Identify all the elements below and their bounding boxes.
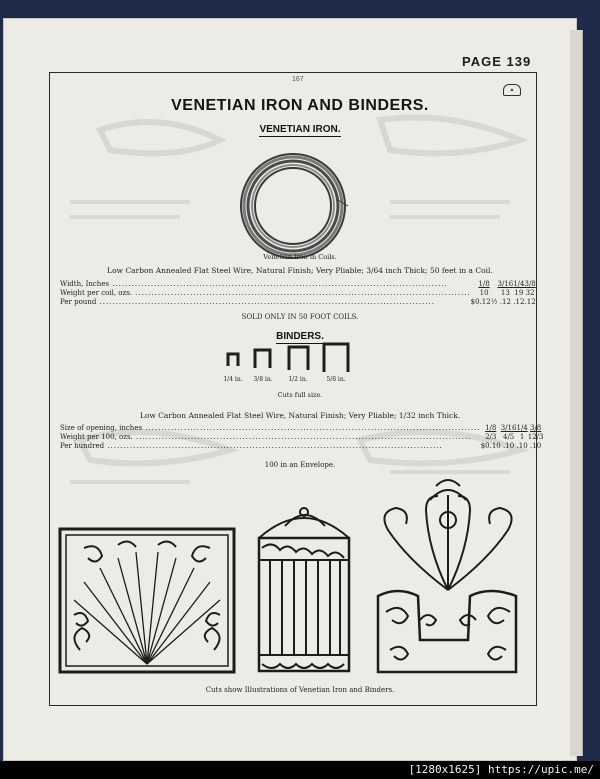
- cell: 3/16: [500, 424, 517, 432]
- cell: 3/8: [529, 424, 542, 432]
- cell: 12/3: [527, 433, 544, 441]
- cell: 2/3: [485, 433, 497, 441]
- venetian-iron-description: Low Carbon Annealed Flat Steel Wire, Natural Finish; Very Pliable; 3/64 inch Thick; 50 feet in a Coil.: [107, 266, 493, 275]
- cell: .12: [513, 298, 525, 306]
- cell: 1: [519, 433, 525, 441]
- row-label: Weight per coil, ozs. .....: [60, 289, 471, 298]
- image-host-url[interactable]: [1280x1625] https://upic.me/: [408, 763, 594, 776]
- venetian-iron-heading-text: VENETIAN IRON.: [259, 124, 341, 135]
- cell: 4/5: [502, 433, 515, 441]
- row-label: Size of opening, inches .....: [60, 424, 481, 433]
- cell: $0.10: [480, 442, 501, 450]
- cell: .12: [524, 298, 536, 306]
- cell: 10: [479, 289, 489, 297]
- binder-size-label: 1/4 in.: [223, 376, 243, 383]
- cell: 1/8: [485, 424, 497, 432]
- cell: 19: [514, 289, 524, 297]
- cell: $0.12½: [470, 298, 498, 306]
- row-label: Weight per 100, ozs. .....: [60, 433, 481, 442]
- row-label: Width, Inches .....: [60, 280, 471, 289]
- fan-grille-illustration: [60, 529, 234, 672]
- gate-illustration: [259, 508, 349, 671]
- frame-mark: 167: [292, 76, 304, 83]
- binders-heading-text: BINDERS.: [276, 331, 324, 342]
- trademark-logo-icon: ▲: [503, 84, 521, 96]
- binders-description: Low Carbon Annealed Flat Steel Wire, Natural Finish; Very Pliable; 1/32 inch Thick.: [139, 411, 461, 420]
- cell: 1/4: [516, 424, 528, 432]
- coil-note: SOLD ONLY IN 50 FOOT COILS.: [241, 313, 359, 321]
- binder-size-label: 3/8 in.: [253, 376, 273, 383]
- page-title: VENETIAN IRON AND BINDERS.: [171, 97, 429, 114]
- cell: 1/8: [478, 280, 490, 288]
- cell: .12: [499, 298, 511, 306]
- cell: .10: [503, 442, 515, 450]
- cell: 3/16: [497, 280, 514, 288]
- binder-size-label: 1/2 in.: [288, 376, 308, 383]
- page-number: PAGE 139: [462, 54, 532, 69]
- illustrations-caption: Cuts show Illustrations of Venetian Iron and Binders.: [205, 686, 395, 694]
- row-label: Per pound .....: [60, 298, 471, 307]
- cell: 32: [525, 289, 535, 297]
- binder-size-label: 5/8 in.: [326, 376, 346, 383]
- cell: 1/4: [513, 280, 525, 288]
- cell: 13: [500, 289, 510, 297]
- row-label: Per hundred .....: [60, 442, 481, 451]
- cell: 3/8: [524, 280, 536, 288]
- scroll-fan-illustration: [378, 480, 516, 672]
- envelope-note: 100 in an Envelope.: [264, 461, 336, 469]
- cell: .10: [516, 442, 528, 450]
- cell: .10: [530, 442, 542, 450]
- image-host-footer: [0, 761, 600, 779]
- cuts-note: Cuts full size.: [277, 391, 323, 399]
- coil-caption: Venetian Iron in Coils.: [263, 253, 337, 261]
